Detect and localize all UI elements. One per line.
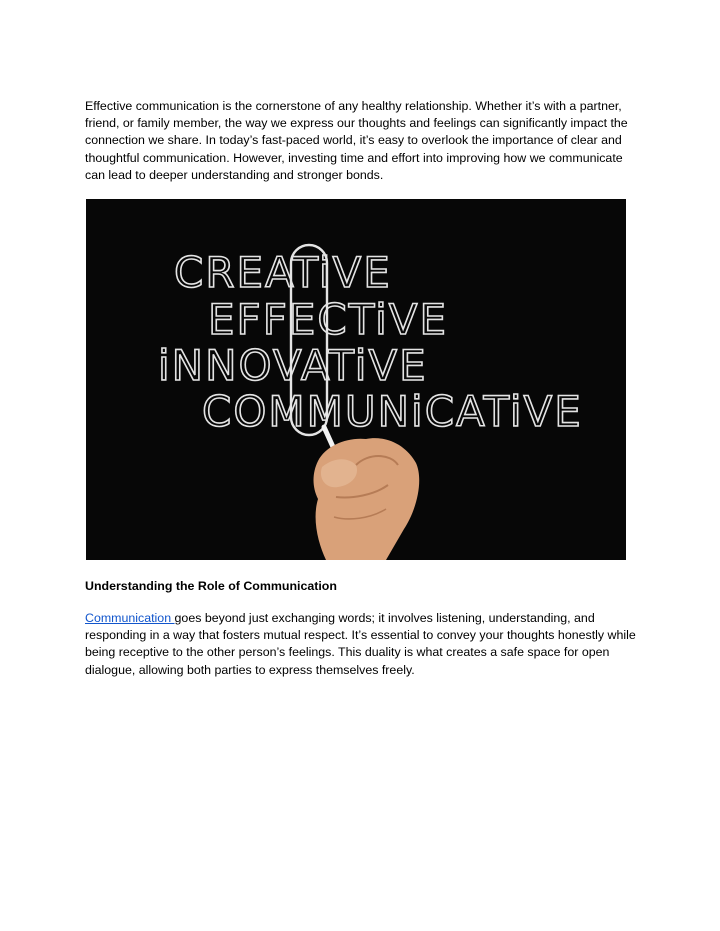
word-line-2: EFFECTiVE (208, 295, 449, 344)
word-line-4: COMMUNiCATiVE (202, 387, 583, 436)
communication-link[interactable]: Communication (85, 611, 175, 625)
section-heading: Understanding the Role of Communication (85, 579, 337, 593)
chalkboard-illustration (86, 199, 626, 560)
section-paragraph (85, 610, 645, 679)
section-paragraph-text: goes beyond just exchanging words; it involves listening, understanding, and responding in a way that fosters mutual respect. It’s essential to convey your thoughts honestly while being receptive to the other person’s feelings. This duality is what creates a safe space for open dialogue, allowing both parties to express themselves freely. (85, 611, 636, 677)
intro-paragraph: Effective communication is the cornerstone of any healthy relationship. Whether it’s with a partner, friend, or family member, the way we express our thoughts and feelings can significantly impact the connection we share. In today’s fast-paced world, it’s easy to overlook the importance of clear and thoughtful communication. However, investing time and effort into improving how we communicate can lead to deeper understanding and stronger bonds. (85, 99, 628, 182)
word-line-3: iNNOVATiVE (158, 341, 428, 390)
word-line-1: CREATiVE (174, 248, 392, 297)
chalkboard-image (86, 199, 626, 560)
